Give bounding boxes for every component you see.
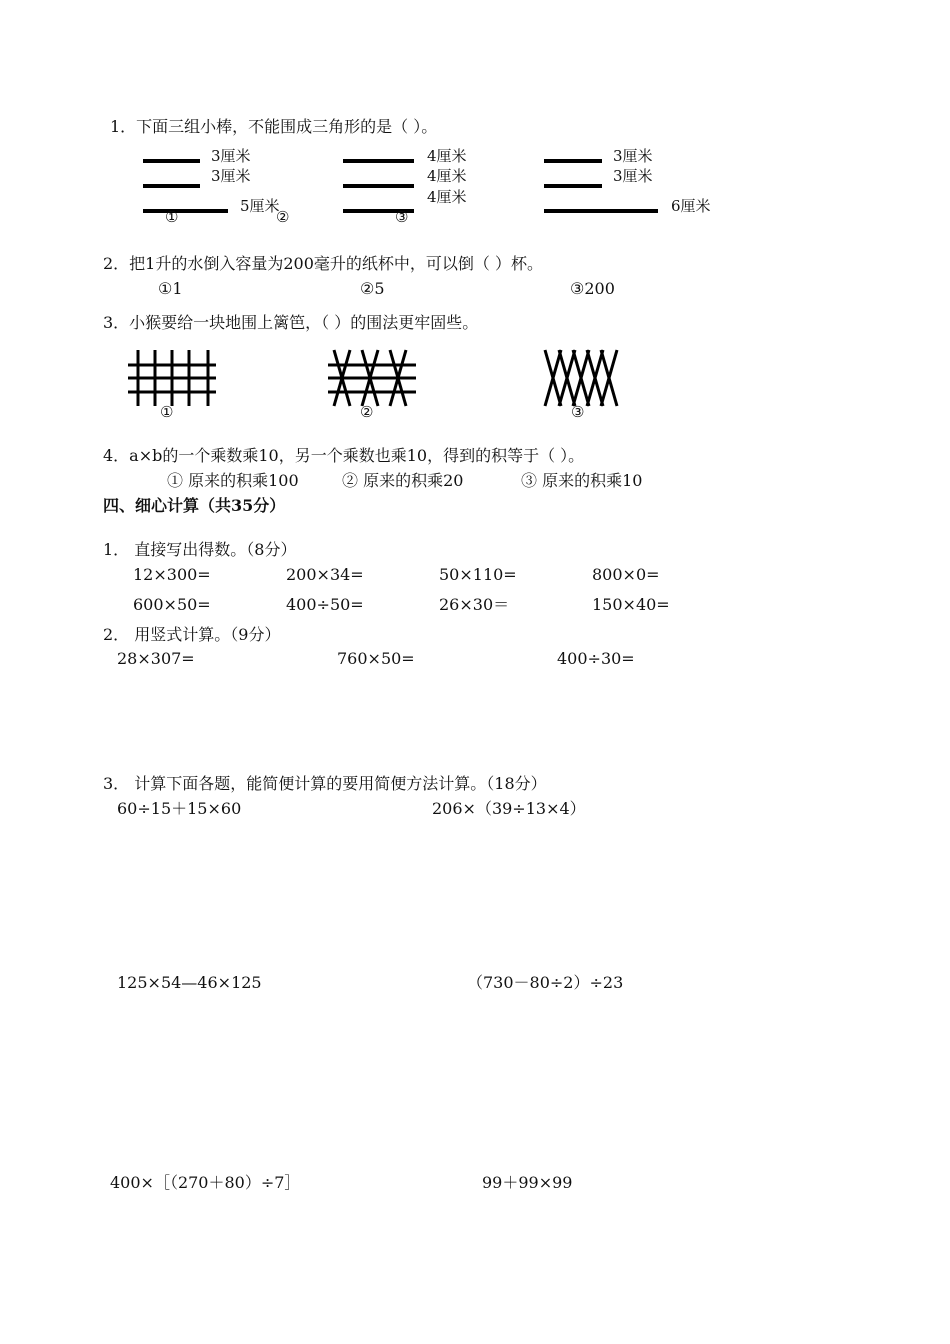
stick-label: 4厘米	[427, 167, 467, 185]
stick	[343, 159, 414, 163]
q1-text: 1．下面三组小棒，不能围成三角形的是（ ）。	[110, 117, 438, 136]
calc-item: 400÷50=	[286, 595, 364, 614]
fence-zigzag-icon	[543, 350, 623, 408]
stick	[143, 209, 228, 213]
calc-item: 99＋99×99	[482, 1173, 573, 1192]
stick	[143, 184, 200, 188]
stick-label: 4厘米	[427, 147, 467, 165]
q4-option-1: ① 原来的积乘100	[167, 471, 299, 490]
calc-item: 200×34=	[286, 565, 364, 584]
stick-label: 3厘米	[613, 167, 653, 185]
q2-text: 2．把1升的水倒入容量为200毫升的纸杯中，可以倒（ ）杯。	[103, 254, 543, 273]
option-number: ②	[360, 403, 374, 421]
stick-label: 6厘米	[671, 197, 711, 215]
q4-option-2: ② 原来的积乘20	[342, 471, 464, 490]
option-number: ②	[276, 208, 290, 226]
fence-grid-icon	[128, 350, 218, 408]
stick	[544, 209, 658, 213]
option-number: ③	[571, 403, 585, 421]
q4-text: 4．a×b的一个乘数乘10，另一个乘数也乘10，得到的积等于（ ）。	[103, 446, 585, 465]
calc-item: 50×110=	[439, 565, 517, 584]
option-number: ①	[165, 208, 179, 226]
calc-item: 800×0=	[592, 565, 660, 584]
calc-item: （730－80÷2）÷23	[467, 973, 624, 992]
calc-item: 125×54—46×125	[117, 973, 262, 992]
section-title: 四、细心计算（共35分）	[103, 496, 286, 515]
calc-item: 600×50=	[133, 595, 211, 614]
stick-label: 4厘米	[427, 188, 467, 206]
part2-title: 2． 用竖式计算。（9分）	[103, 625, 281, 644]
stick-label: 5厘米	[240, 197, 280, 215]
calc-item: 150×40=	[592, 595, 670, 614]
stick-label: 3厘米	[613, 147, 653, 165]
q2-option-2: ②5	[360, 279, 385, 298]
calc-item: 206×（39÷13×4）	[432, 799, 586, 818]
stick-label: 3厘米	[211, 147, 251, 165]
option-number: ③	[395, 208, 409, 226]
stick	[544, 159, 602, 163]
q2-option-1: ①1	[158, 279, 183, 298]
q3-text: 3．小猴要给一块地围上篱笆，（ ）的围法更牢固些。	[103, 313, 479, 332]
stick-label: 3厘米	[211, 167, 251, 185]
calc-item: 26×30＝	[439, 595, 510, 614]
calc-item: 760×50=	[337, 649, 415, 668]
stick	[343, 184, 414, 188]
stick	[143, 159, 200, 163]
option-number: ①	[160, 403, 174, 421]
q4-option-3: ③ 原来的积乘10	[521, 471, 643, 490]
stick	[544, 184, 602, 188]
part1-title: 1． 直接写出得数。（8分）	[103, 540, 297, 559]
fence-diagonal-grid-icon	[328, 350, 418, 408]
calc-item: 400×［（270＋80）÷7］	[110, 1173, 301, 1192]
q2-option-3: ③200	[570, 279, 615, 298]
calc-item: 12×300=	[133, 565, 211, 584]
calc-item: 60÷15＋15×60	[117, 799, 242, 818]
calc-item: 28×307=	[117, 649, 195, 668]
part3-title: 3． 计算下面各题，能简便计算的要用简便方法计算。（18分）	[103, 774, 547, 793]
calc-item: 400÷30=	[557, 649, 635, 668]
